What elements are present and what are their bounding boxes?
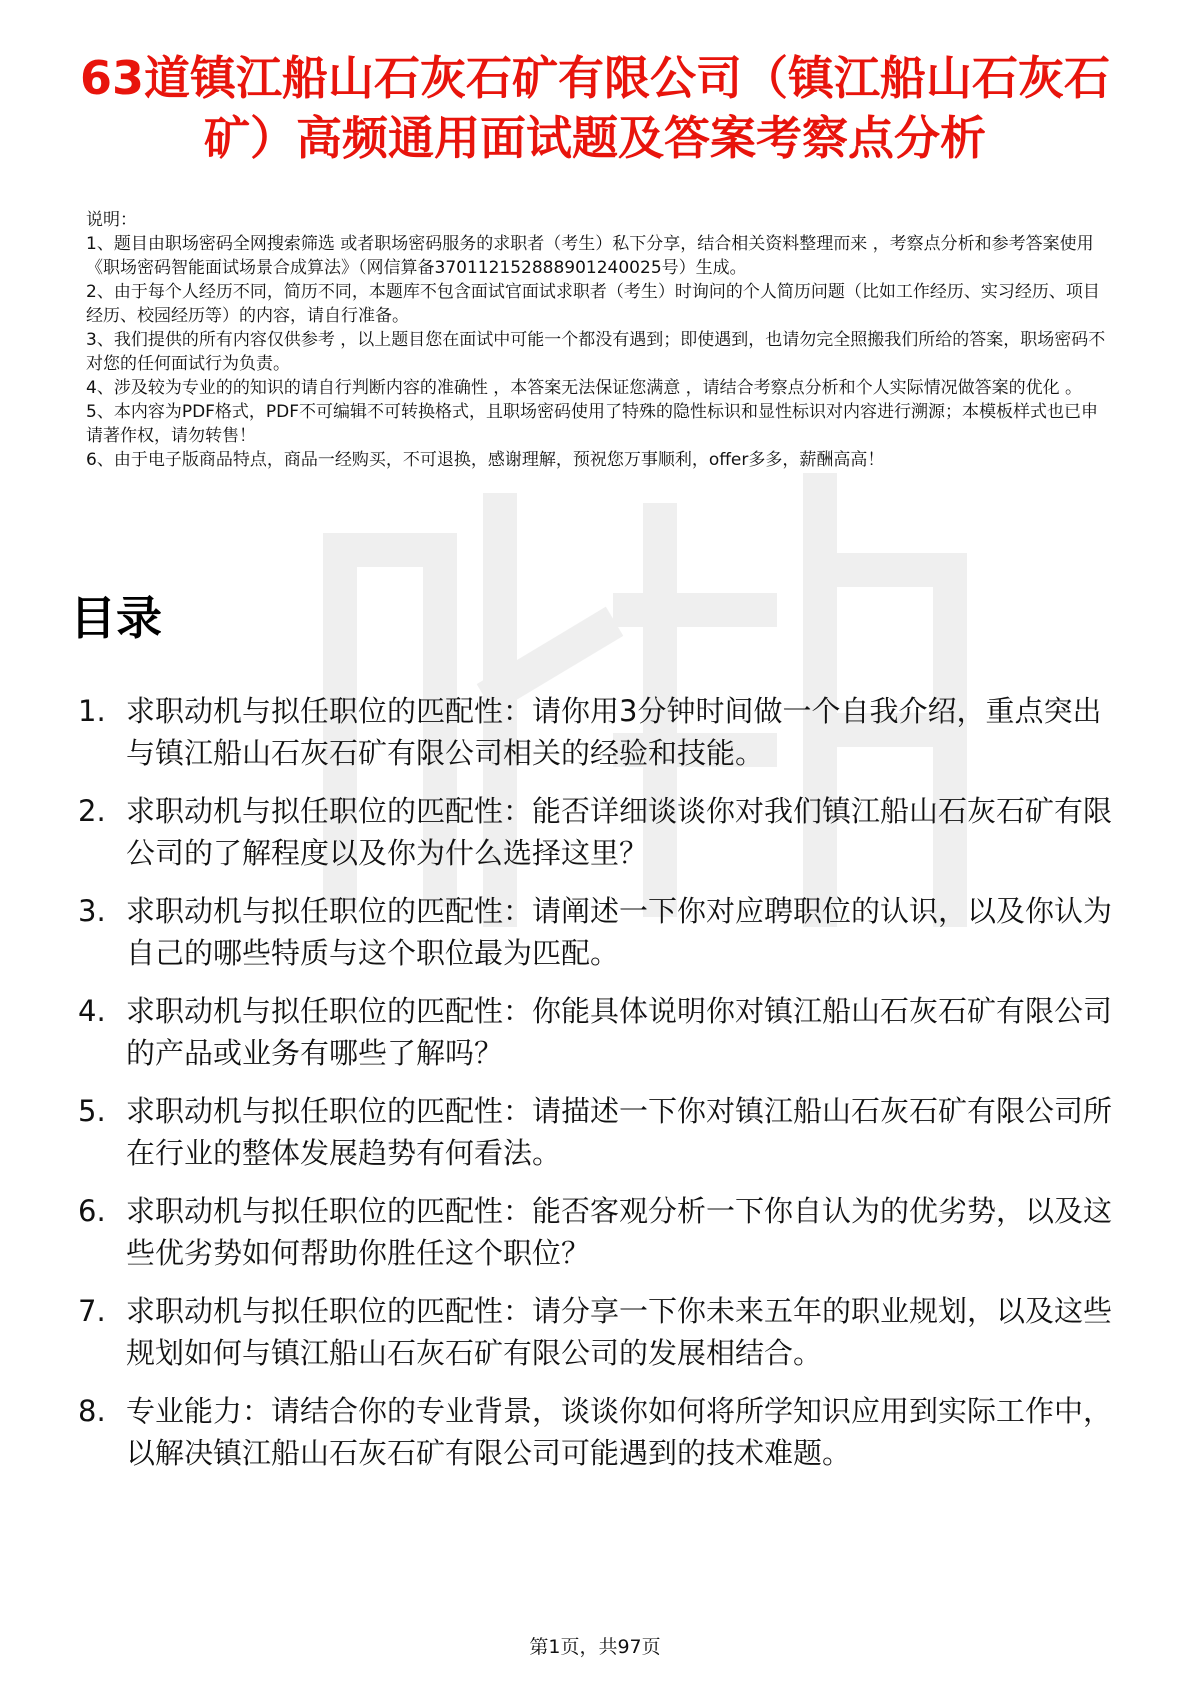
toc-item-number: 5. bbox=[78, 1094, 106, 1128]
toc-item-number: 3. bbox=[78, 894, 106, 928]
toc-item-text: 求职动机与拟任职位的匹配性：请分享一下你未来五年的职业规划，以及这些规划如何与镇江船山石灰石矿有限公司的发展相结合。 bbox=[126, 1294, 1113, 1370]
note-item: 2、由于每个人经历不同，简历不同，本题库不包含面试官面试求职者（考生）时询问的个人简历问题（比如工作经历、实习经历、项目经历、校园经历等）的内容，请自行准备。 bbox=[86, 282, 1100, 326]
toc-item-text: 求职动机与拟任职位的匹配性：能否客观分析一下你自认为的优劣势，以及这些优劣势如何帮助你胜任这个职位？ bbox=[126, 1194, 1113, 1270]
toc-item-number: 6. bbox=[78, 1194, 106, 1228]
note-item: 4、涉及较为专业的的知识的请自行判断内容的准确性 ，本答案无法保证您满意 ，请结合考察点分析和个人实际情况做答案的优化 。 bbox=[86, 378, 1083, 398]
note-item: 1、题目由职场密码全网搜索筛选 或者职场密码服务的求职者（考生）私下分享，结合相关资料整理而来 ，考察点分析和参考答案使用《职场密码智能面试场景合成算法》（网信算备370112152888901240025号）生成。 bbox=[86, 234, 1094, 278]
toc-item-text: 求职动机与拟任职位的匹配性：请你用3分钟时间做一个自我介绍，重点突出与镇江船山石灰石矿有限公司相关的经验和技能。 bbox=[126, 694, 1102, 770]
toc-item-number: 2. bbox=[78, 794, 106, 828]
toc-item[interactable] bbox=[78, 1090, 1128, 1174]
toc-item[interactable] bbox=[78, 790, 1128, 874]
note-item: 3、我们提供的所有内容仅供参考 ，以上题目您在面试中可能一个都没有遇到；即使遇到，也请勿完全照搬我们所给的答案，职场密码不对您的任何面试行为负责。 bbox=[86, 330, 1106, 374]
toc-list bbox=[78, 690, 1128, 1474]
toc-item-text: 专业能力：请结合你的专业背景，谈谈你如何将所学知识应用到实际工作中，以解决镇江船山石灰石矿有限公司可能遇到的技术难题。 bbox=[126, 1394, 1113, 1470]
toc-item-text: 求职动机与拟任职位的匹配性：你能具体说明你对镇江船山石灰石矿有限公司的产品或业务有哪些了解吗？ bbox=[126, 994, 1113, 1070]
notes-heading: 说明： bbox=[86, 210, 137, 230]
note-item: 5、本内容为PDF格式，PDF不可编辑不可转换格式，且职场密码使用了特殊的隐性标识和显性标识对内容进行溯源；本模板样式也已申请著作权，请勿转售！ bbox=[86, 402, 1099, 446]
note-item: 6、由于电子版商品特点，商品一经购买，不可退换，感谢理解，预祝您万事顺利，offer多多，薪酬高高！ bbox=[86, 450, 885, 470]
document-title: 63道镇江船山石灰石矿有限公司（镇江船山石灰石矿）高频通用面试题及答案考察点分析 bbox=[79, 51, 1110, 165]
disclaimer-notes bbox=[86, 208, 1112, 472]
toc-item-text: 求职动机与拟任职位的匹配性：请描述一下你对镇江船山石灰石矿有限公司所在行业的整体发展趋势有何看法。 bbox=[126, 1094, 1113, 1170]
toc-item[interactable] bbox=[78, 690, 1128, 774]
toc-item[interactable] bbox=[78, 1190, 1128, 1274]
toc-item[interactable] bbox=[78, 990, 1128, 1074]
toc-item-number: 8. bbox=[78, 1394, 106, 1428]
page-number-footer: 第1页，共97页 bbox=[529, 1636, 661, 1658]
toc-item-text: 求职动机与拟任职位的匹配性：请阐述一下你对应聘职位的认识，以及你认为自己的哪些特质与这个职位最为匹配。 bbox=[126, 894, 1113, 970]
toc-heading: 目录 bbox=[70, 591, 162, 645]
toc-item-number: 7. bbox=[78, 1294, 106, 1328]
toc-item-text: 求职动机与拟任职位的匹配性：能否详细谈谈你对我们镇江船山石灰石矿有限公司的了解程度以及你为什么选择这里？ bbox=[126, 794, 1113, 870]
toc-item[interactable] bbox=[78, 1390, 1128, 1474]
toc-item-number: 1. bbox=[78, 694, 106, 728]
toc-item[interactable] bbox=[78, 890, 1128, 974]
toc-item[interactable] bbox=[78, 1290, 1128, 1374]
toc-item-number: 4. bbox=[78, 994, 106, 1028]
